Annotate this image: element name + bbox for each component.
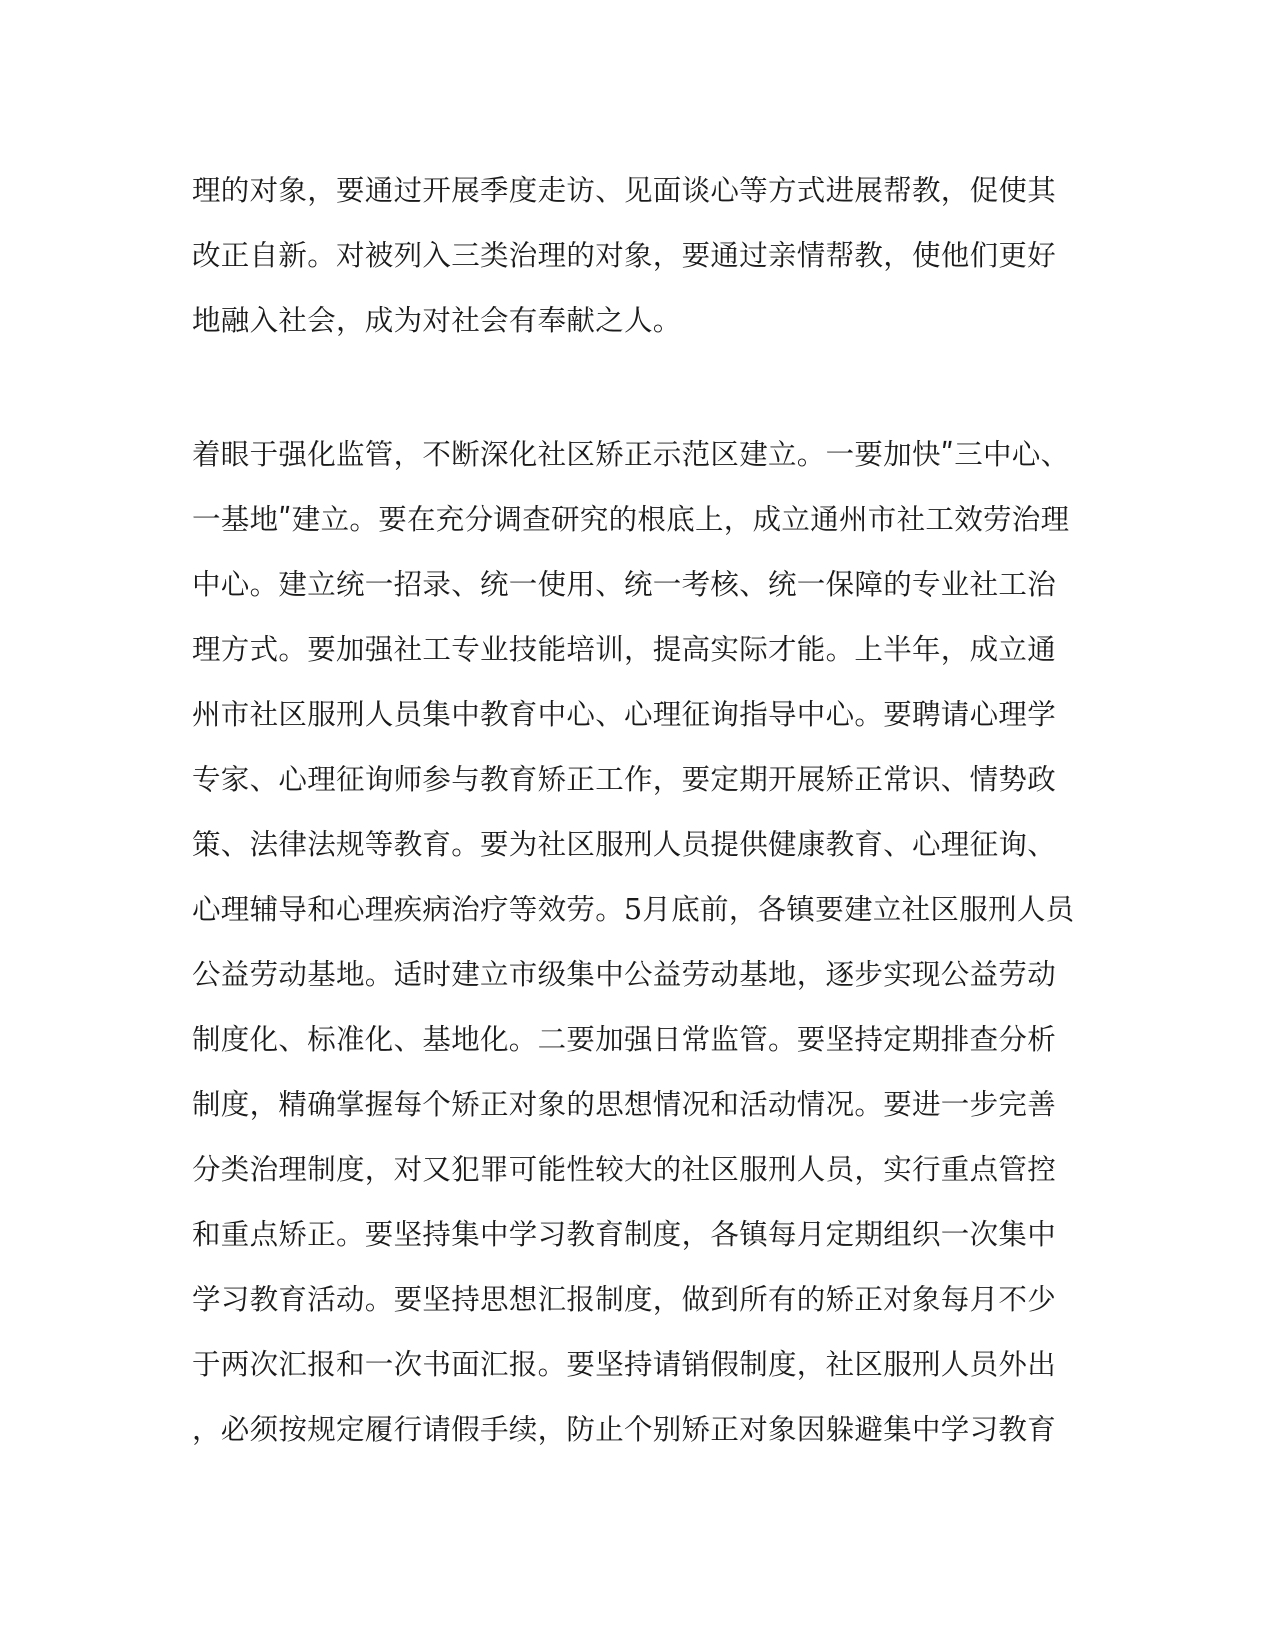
text-line: ，必须按规定履行请假手续，防止个别矫正对象因躲避集中学习教育: [192, 1413, 1057, 1446]
text-line: 理的对象，要通过开展季度走访、见面谈心等方式进展帮教，促使其: [192, 174, 1057, 207]
text-line: 改正自新。对被列入三类治理的对象，要通过亲情帮教，使他们更好: [192, 239, 1057, 272]
text-line: 地融入社会，成为对社会有奉献之人。: [192, 304, 682, 337]
text-line: 策、法律法规等教育。要为社区服刑人员提供健康教育、心理征询、: [192, 828, 1057, 861]
text-line: 制度化、标准化、基地化。二要加强日常监管。要坚持定期排查分析: [192, 1023, 1057, 1056]
text-line: 一基地ʺ建立。要在充分调查研究的根底上，成立通州市社工效劳治理: [192, 503, 1070, 536]
paragraph-1: [192, 158, 1092, 353]
text-line: 心理辅导和心理疾病治疗等效劳。5月底前，各镇要建立社区服刑人员: [192, 893, 1075, 926]
text-line: 州市社区服刑人员集中教育中心、心理征询指导中心。要聘请心理学: [192, 698, 1057, 731]
text-line: 理方式。要加强社工专业技能培训，提高实际才能。上半年，成立通: [192, 633, 1057, 666]
paragraph-2: [192, 422, 1092, 1462]
text-line: 制度，精确掌握每个矫正对象的思想情况和活动情况。要进一步完善: [192, 1088, 1057, 1121]
text-line: 学习教育活动。要坚持思想汇报制度，做到所有的矫正对象每月不少: [192, 1283, 1057, 1316]
text-line: 于两次汇报和一次书面汇报。要坚持请销假制度，社区服刑人员外出: [192, 1348, 1057, 1381]
text-line: 专家、心理征询师参与教育矫正工作，要定期开展矫正常识、情势政: [192, 763, 1057, 796]
text-line: 中心。建立统一招录、统一使用、统一考核、统一保障的专业社工治: [192, 568, 1057, 601]
text-line: 着眼于强化监管，不断深化社区矫正示范区建立。一要加快ʺ三中心、: [192, 438, 1070, 471]
text-line: 公益劳动基地。适时建立市级集中公益劳动基地，逐步实现公益劳动: [192, 958, 1057, 991]
text-line: 分类治理制度，对又犯罪可能性较大的社区服刑人员，实行重点管控: [192, 1153, 1057, 1186]
text-line: 和重点矫正。要坚持集中学习教育制度，各镇每月定期组织一次集中: [192, 1218, 1057, 1251]
